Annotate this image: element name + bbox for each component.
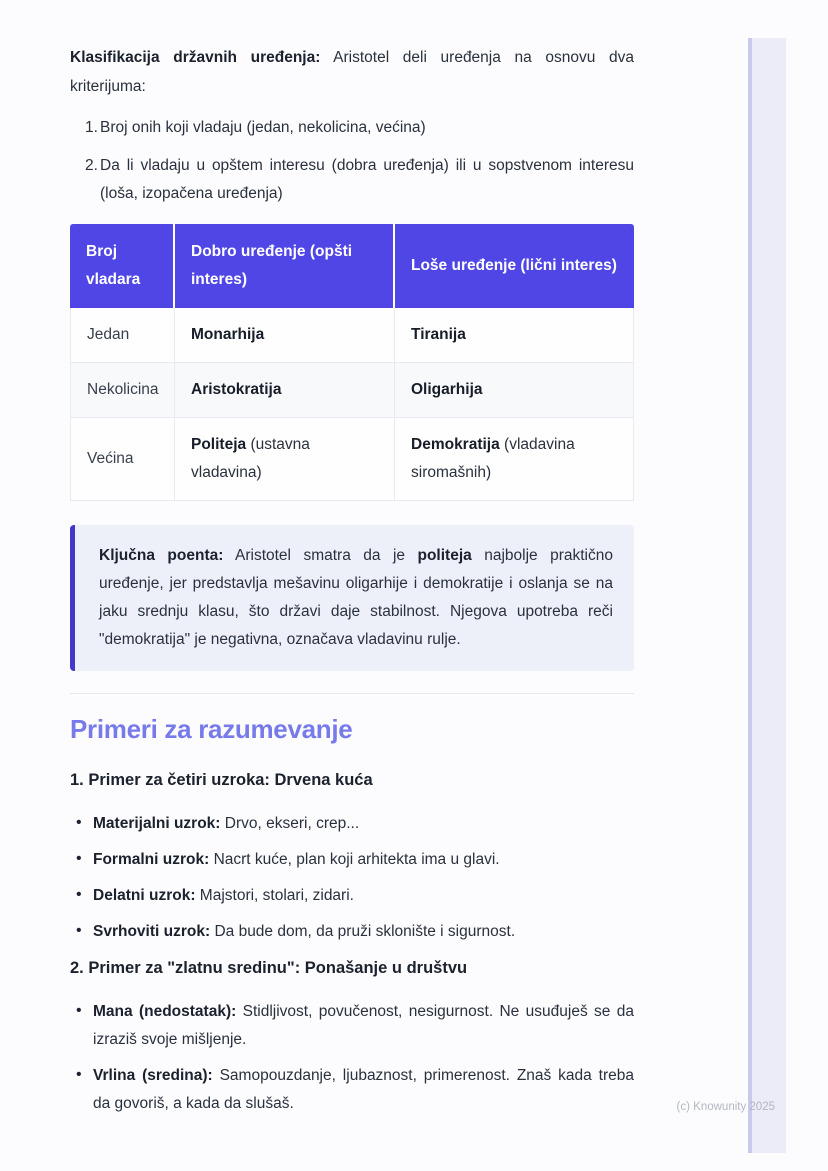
bullet-icon: • xyxy=(76,850,82,867)
cell-rulers-one: Jedan xyxy=(70,308,175,363)
mean-item-flaw-text: Stidljivost, povučenost, nesigurnost. Ne usuđuješ se da izraziš svoje mišljenje. xyxy=(93,1003,634,1048)
bullet-icon: • xyxy=(76,886,82,903)
cause-item-formal-text: Nacrt kuće, plan koji arhitekta ima u glavi. xyxy=(209,851,500,868)
callout-body-bold: politeja xyxy=(417,547,472,564)
intro-paragraph xyxy=(70,44,634,101)
mean-item-flaw xyxy=(70,998,634,1054)
cell-rulers-majority: Većina xyxy=(70,418,175,501)
callout-body-pre: Aristotel smatra da je xyxy=(223,547,418,564)
criteria-item-2-number: 2. xyxy=(85,157,98,174)
table-row-few-rulers xyxy=(70,363,634,418)
cause-item-material-label: Materijalni uzrok: xyxy=(93,815,221,832)
key-point-callout xyxy=(70,525,634,671)
table-header-good: Dobro uređenje (opšti interes) xyxy=(175,224,395,308)
mean-item-virtue-label: Vrlina (sredina): xyxy=(93,1067,213,1084)
bullet-icon: • xyxy=(76,1066,82,1083)
cell-bad-one xyxy=(395,308,634,363)
cell-bad-majority-term: Demokratija xyxy=(411,436,500,453)
cell-good-majority-note: (ustavna vladavina) xyxy=(191,436,310,481)
intro-lead-rest: Aristotel deli uređenja na osnovu dva kriterijuma: xyxy=(70,49,634,95)
golden-mean-list xyxy=(70,998,634,1118)
callout-lead-bold: Ključna poenta: xyxy=(99,547,224,564)
cause-item-efficient-label: Delatni uzrok: xyxy=(93,887,196,904)
table-row-majority xyxy=(70,418,634,501)
cell-bad-few xyxy=(395,363,634,418)
table-header-rulers: Broj vladara xyxy=(70,224,175,308)
mean-item-virtue-text: Samopouzdanje, ljubaznost, primerenost. Znaš kada treba da govoriš, a kada da slušaš. xyxy=(93,1067,634,1112)
cause-item-efficient xyxy=(70,882,634,910)
section-heading: Primeri za razumevanje xyxy=(70,714,353,744)
footer-credit: (c) Knowunity 2025 xyxy=(676,1101,775,1113)
criteria-item-2 xyxy=(70,152,634,208)
bullet-icon: • xyxy=(76,814,82,831)
cell-bad-majority xyxy=(395,418,634,501)
table-header-bad: Loše uređenje (lični interes) xyxy=(395,224,634,308)
intro-lead-bold: Klasifikacija državnih uređenja: xyxy=(70,49,321,66)
four-causes-list xyxy=(70,810,634,946)
table-header-row xyxy=(70,224,634,308)
section-divider xyxy=(70,693,634,694)
subsection-2-title: 2. Primer za "zlatnu sredinu": Ponašanje u društvu xyxy=(70,959,468,977)
cell-good-majority xyxy=(175,418,395,501)
criteria-item-1-text: Broj onih koji vladaju (jedan, nekolicina, većina) xyxy=(100,119,426,136)
criteria-list xyxy=(70,114,634,208)
cause-item-final-label: Svrhoviti uzrok: xyxy=(93,923,211,940)
cell-bad-one-term: Tiranija xyxy=(411,326,466,343)
cause-item-material-text: Drvo, ekseri, crep... xyxy=(220,815,360,832)
subsection-1-title: 1. Primer za četiri uzroka: Drvena kuća xyxy=(70,771,373,789)
cell-good-one xyxy=(175,308,395,363)
cell-good-one-term: Monarhija xyxy=(191,326,265,343)
classification-table xyxy=(70,224,634,501)
page-edge-strip xyxy=(748,38,786,1153)
table-row-one-ruler xyxy=(70,308,634,363)
criteria-item-1 xyxy=(70,114,634,142)
cause-item-efficient-text: Majstori, stolari, zidari. xyxy=(195,887,354,904)
criteria-item-1-number: 1. xyxy=(85,119,98,136)
cause-item-final-text: Da bude dom, da pruži sklonište i sigurnost. xyxy=(210,923,516,940)
cell-good-few-term: Aristokratija xyxy=(191,381,282,398)
mean-item-flaw-label: Mana (nedostatak): xyxy=(93,1003,237,1020)
cell-good-few xyxy=(175,363,395,418)
mean-item-virtue xyxy=(70,1062,634,1118)
callout-body-post: najbolje praktično uređenje, jer predstavlja mešavinu oligarhije i demokratije i oslanja se na jaku srednju klasu, što državi daje stabilnost. Njegova upotreba reči "demokratija" je negativna, označava vladavinu rulje. xyxy=(99,547,613,648)
cell-bad-few-term: Oligarhija xyxy=(411,381,483,398)
cause-item-formal xyxy=(70,846,634,874)
document-content xyxy=(70,0,634,1126)
cause-item-material xyxy=(70,810,634,838)
bullet-icon: • xyxy=(76,1002,82,1019)
cause-item-formal-label: Formalni uzrok: xyxy=(93,851,210,868)
cause-item-final xyxy=(70,918,634,946)
cell-bad-majority-note: (vladavina siromašnih) xyxy=(411,436,575,481)
cell-good-majority-term: Politeja xyxy=(191,436,247,453)
cell-rulers-few: Nekolicina xyxy=(70,363,175,418)
criteria-item-2-text: Da li vladaju u opštem interesu (dobra uređenja) ili u sopstvenom interesu (loša, izopačena uređenja) xyxy=(100,157,634,202)
bullet-icon: • xyxy=(76,922,82,939)
